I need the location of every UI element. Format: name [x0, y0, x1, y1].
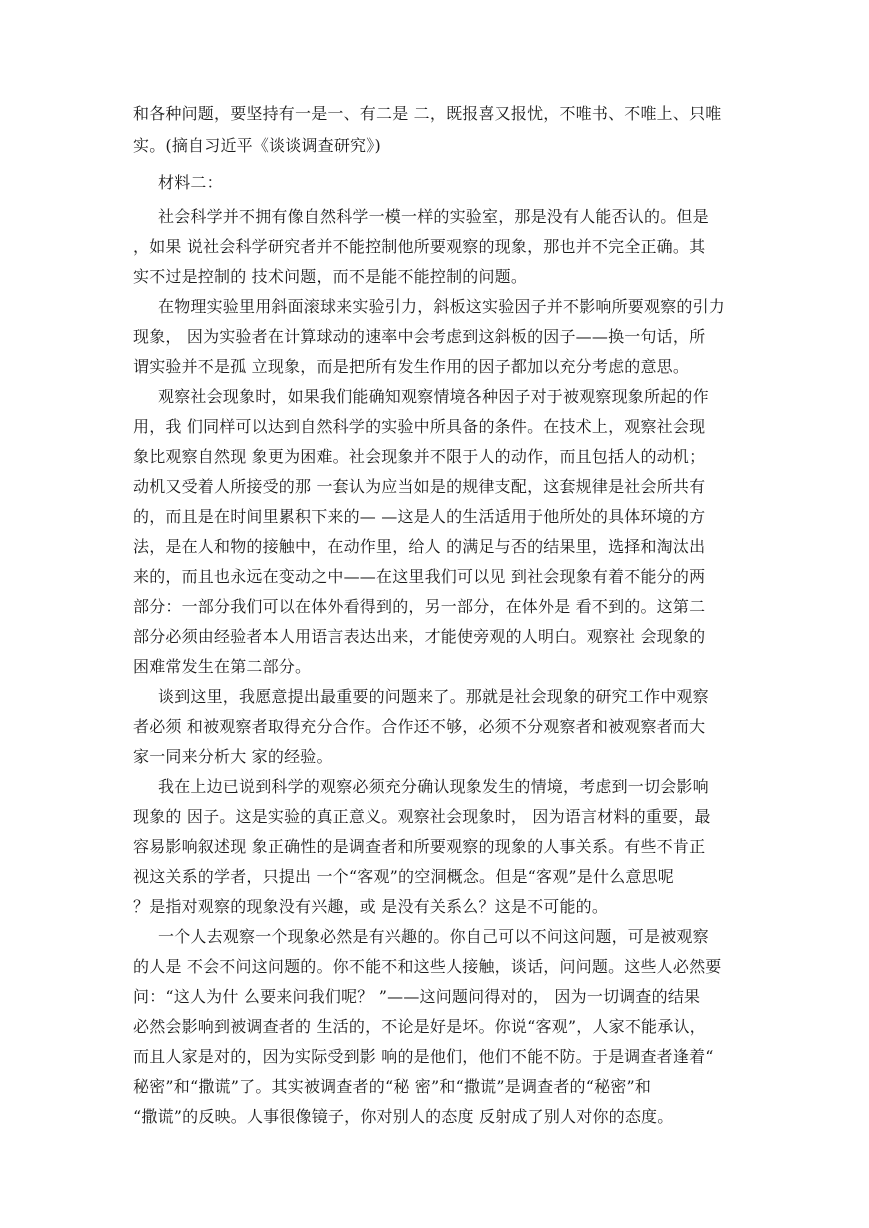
paragraph-line: 观察社会现象时，如果我们能确知观察情境各种因子对于被观察现象所起的作: [158, 387, 709, 406]
paragraph-line: 法，是在人和物的接触中，在动作里，给人 的满足与否的结果里，选择和淘汰出: [133, 537, 706, 556]
citation-line: 实。(摘自习近平《谈谈调查研究》): [133, 136, 381, 155]
paragraph-line: 用，我 们同样可以达到自然科学的实验中所具备的条件。在技术上，观察社会现: [133, 417, 706, 436]
paragraph-line: 问：“这人为什 么要来问我们呢？ ”——这问题问得对的， 因为一切调查的结果: [133, 987, 701, 1006]
paragraph-line: 者必须 和被观察者取得充分合作。合作还不够，必须不分观察者和被观察者而大: [133, 717, 706, 736]
paragraph-line: 动机又受着人所接受的那 一套认为应当如是的规律支配，这套规律是社会所共有: [133, 477, 706, 496]
paragraph-line: 的，而且是在时间里累积下来的— —这是人的生活适用于他所处的具体环境的方: [133, 507, 706, 526]
paragraph-line: 困难常发生在第二部分。: [133, 657, 312, 676]
paragraph-line: 谓实验并不是孤 立现象，而是把所有发生作用的因子都加以充分考虑的意思。: [133, 357, 690, 376]
paragraph-line: ？是指对观察的现象没有兴趣，或 是没有关系么？这是不可能的。: [133, 897, 609, 916]
paragraph-line: 现象， 因为实验者在计算球动的速率中会考虑到这斜板的因子——换一句话，所: [133, 327, 706, 346]
paragraph-line: 实不过是控制的 技术问题，而不是能不能控制的问题。: [133, 267, 528, 286]
paragraph-line: 一个人去观察一个现象必然是有兴趣的。你自己可以不问这问题，可是被观察: [158, 927, 709, 946]
paragraph-line: 容易影响叙述现 象正确性的是调查者和所要观察的现象的人事关系。有些不肯正: [133, 837, 706, 856]
paragraph-line: 部分必须由经验者本人用语言表达出来，才能使旁观的人明白。观察社 会现象的: [133, 627, 706, 646]
paragraph-line: “撒谎”的反映。人事很像镜子，你对别人的态度 反射成了别人对你的态度。: [133, 1107, 674, 1126]
paragraph-line: 家一同来分析大 家的经验。: [133, 747, 333, 766]
paragraph-line: ，如果 说社会科学研究者并不能控制他所要观察的现象，那也并不完全正确。其: [133, 237, 706, 256]
paragraph-line: 而且人家是对的，因为实际受到影 响的是他们，他们不能不防。于是调查者逢着“: [133, 1047, 714, 1066]
paragraph-line: 部分：一部分我们可以在体外看得到的，另一部分，在体外是 看不到的。这第二: [133, 597, 706, 616]
paragraph-line: 必然会影响到被调查者的 生活的，不论是好是坏。你说“客观”，人家不能承认，: [133, 1017, 706, 1036]
paragraph-line: 的人是 不会不问这问题的。你不能不和这些人接触，谈话，问问题。这些人必然要: [133, 957, 722, 976]
paragraph-line: 视这关系的学者，只提出 一个“客观”的空洞概念。但是“客观”是什么意思呢: [133, 867, 675, 886]
paragraph-line: 秘密”和“撒谎”了。其实被调查者的“秘 密”和“撒谎”是调查者的“秘密”和: [133, 1077, 652, 1096]
paragraph-line: 我在上边已说到科学的观察必须充分确认现象发生的情境，考虑到一切会影响: [158, 777, 709, 796]
paragraph-line: 象比观察自然现 象更为困难。社会现象并不限于人的动作，而且包括人的动机；: [133, 447, 706, 466]
paragraph-line: 社会科学并不拥有像自然科学一模一样的实验室，那是没有人能否认的。但是: [158, 207, 709, 226]
paragraph-line: 在物理实验里用斜面滚球来实验引力，斜板这实验因子并不影响所要观察的引力: [158, 297, 726, 316]
section-heading: 材料二：: [158, 173, 223, 192]
paragraph-line: 谈到这里，我愿意提出最重要的问题来了。那就是社会现象的研究工作中观察: [158, 687, 709, 706]
paragraph-line: 来的，而且也永远在变动之中——在这里我们可以见 到社会现象有着不能分的两: [133, 567, 706, 586]
paragraph-line: 现象的 因子。这是实验的真正意义。观察社会现象时， 因为语言材料的重要，最: [133, 807, 711, 826]
text-line: 和各种问题，要坚持有一是一、有二是 二，既报喜又报忧，不唯书、不唯上、只唯: [133, 104, 722, 123]
